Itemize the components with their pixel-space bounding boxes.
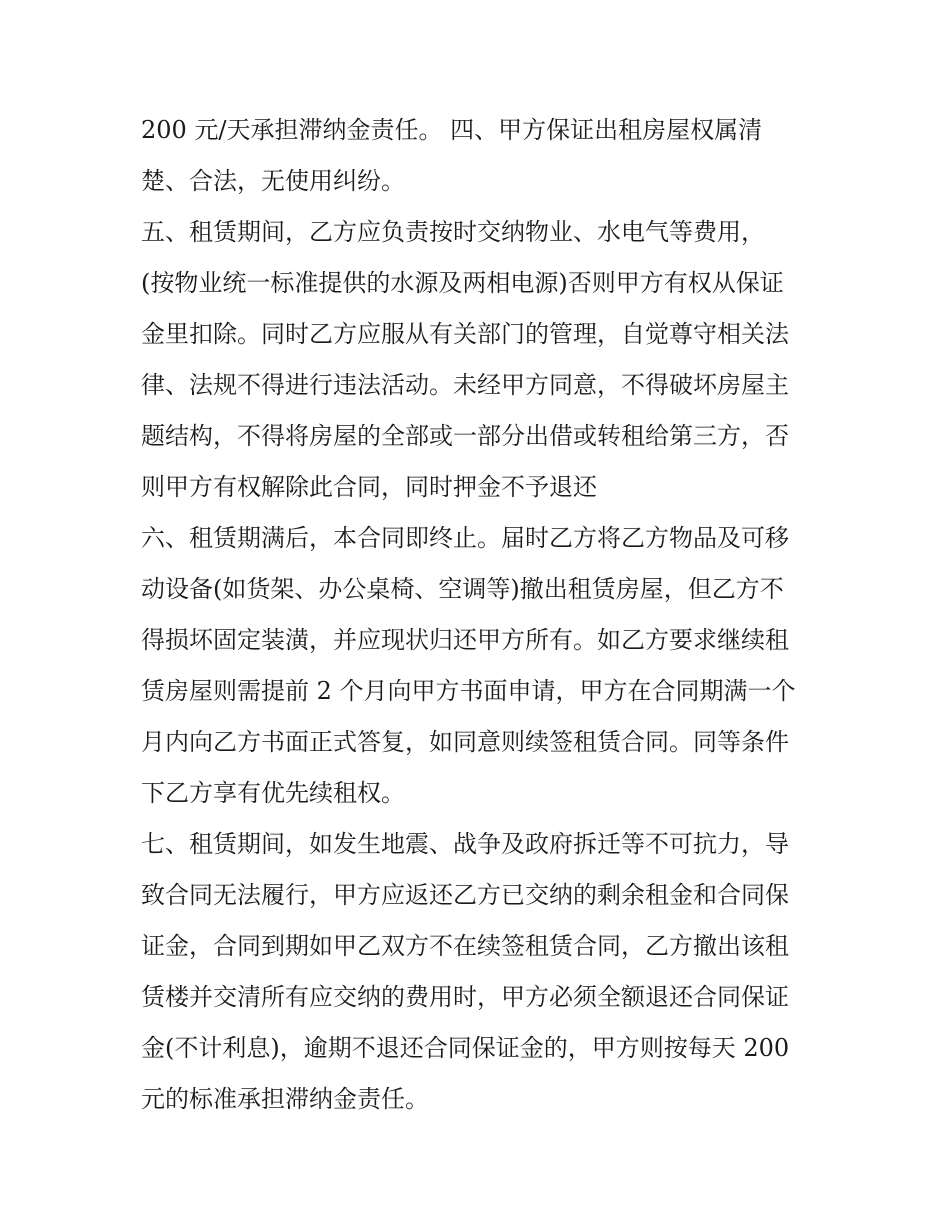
text-line: 月内向乙方书面正式答复，如同意则续签租赁合同。同等条件: [141, 728, 789, 756]
text-line: 证金，合同到期如甲乙双方不在续签租赁合同，乙方撤出该租: [141, 932, 789, 960]
text-line: 动设备(如货架、办公桌椅、空调等)撤出租赁房屋，但乙方不: [141, 575, 784, 603]
contract-text: [141, 105, 821, 1125]
text-line: 赁楼并交清所有应交纳的费用时，甲方必须全额退还合同保证: [141, 983, 789, 1011]
text-line: 五、租赁期间，乙方应负责按时交纳物业、水电气等费用，: [141, 218, 765, 246]
text-line: 七、租赁期间，如发生地震、战争及政府拆迁等不可抗力，导: [141, 830, 789, 858]
text-line: 得损坏固定装潢，并应现状归还甲方所有。如乙方要求继续租: [141, 626, 789, 654]
text-line: 金里扣除。同时乙方应服从有关部门的管理，自觉尊守相关法: [141, 320, 789, 348]
text-line: 致合同无法履行，甲方应返还乙方已交纳的剩余租金和合同保: [141, 881, 789, 909]
text-line: 下乙方享有优先续租权。: [141, 779, 405, 807]
text-line: (按物业统一标准提供的水源及两相电源)否则甲方有权从保证: [141, 269, 784, 297]
text-line: 则甲方有权解除此合同，同时押金不予退还: [141, 473, 597, 501]
text-line: 律、法规不得进行违法活动。未经甲方同意，不得破坏房屋主: [141, 371, 789, 399]
text-line: 楚、合法，无使用纠纷。: [141, 167, 405, 195]
text-line: 赁房屋则需提前 2 个月向甲方书面申请，甲方在合同期满一个: [141, 677, 796, 705]
text-line: 元的标准承担滞纳金责任。: [141, 1085, 429, 1113]
text-line: 金(不计利息)，逾期不退还合同保证金的，甲方则按每天 200: [141, 1034, 790, 1062]
text-line: 题结构，不得将房屋的全部或一部分出借或转租给第三方，否: [141, 422, 789, 450]
text-line: 200 元/天承担滞纳金责任。 四、甲方保证出租房屋权属清: [141, 116, 763, 144]
text-line: 六、租赁期满后，本合同即终止。届时乙方将乙方物品及可移: [141, 524, 789, 552]
